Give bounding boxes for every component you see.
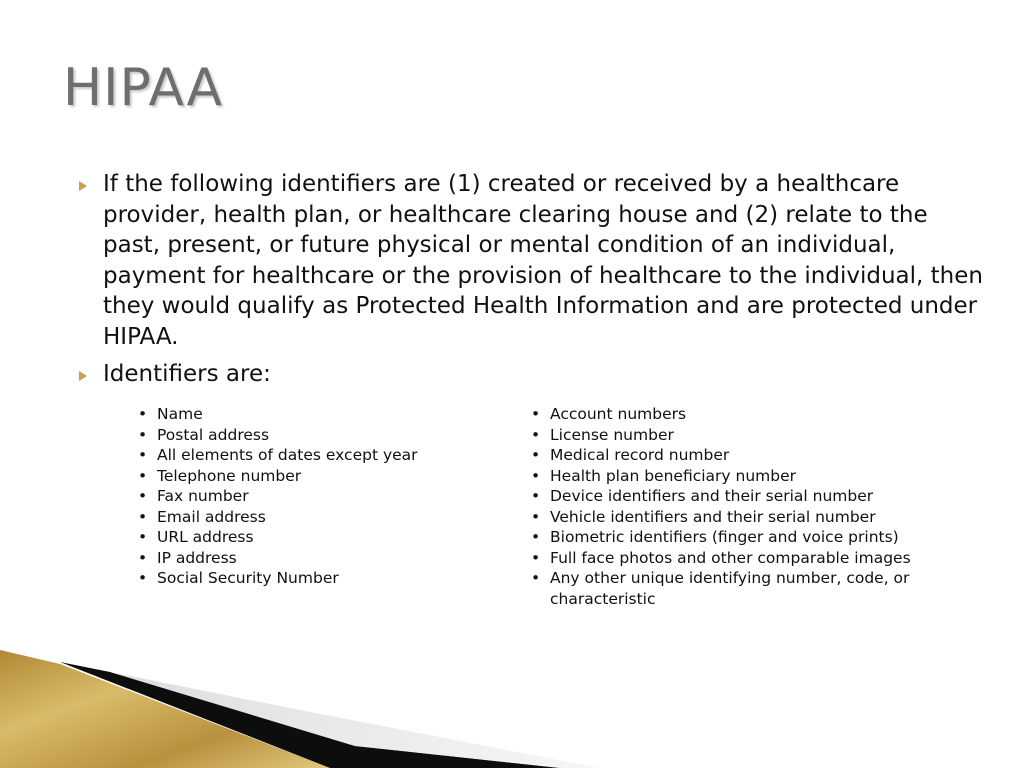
bullet-dot-icon: •: [531, 466, 541, 485]
bullet-dot-icon: •: [531, 528, 541, 546]
bullet-identifiers-heading: Identifiers are:: [103, 361, 271, 387]
identifier-label: Health plan beneficiary number: [550, 466, 797, 485]
bullet-dot-icon: •: [138, 466, 148, 485]
identifier-label: Fax number: [157, 487, 249, 505]
bullet-dot-icon: •: [138, 507, 148, 526]
identifier-label: Any other unique identifying number, code, or characteristic: [550, 569, 910, 608]
identifier-label: IP address: [157, 548, 237, 567]
identifier-label: Name: [157, 405, 203, 423]
identifier-label: Postal address: [157, 425, 270, 444]
identifier-label: License number: [550, 425, 674, 444]
bullet-dot-icon: •: [138, 548, 148, 567]
bullet-dot-icon: •: [138, 569, 148, 587]
identifier-label: Full face photos and other comparable images: [550, 548, 911, 567]
identifier-label: Account numbers: [550, 405, 687, 423]
bullet-dot-icon: •: [531, 548, 541, 567]
bullet-dot-icon: •: [531, 507, 541, 526]
bullet-dot-icon: •: [138, 446, 148, 464]
identifier-label: Telephone number: [157, 466, 302, 485]
identifier-label: Email address: [157, 507, 266, 526]
identifier-label: Medical record number: [550, 446, 730, 464]
bullet-dot-icon: •: [531, 405, 541, 423]
slide-title: HIPAA: [63, 58, 224, 118]
identifier-label: URL address: [157, 528, 254, 546]
bullet-dot-icon: •: [531, 487, 541, 505]
identifier-label: Device identifiers and their serial number: [550, 487, 874, 505]
bullet-dot-icon: •: [531, 569, 541, 587]
identifier-label: Social Security Number: [157, 569, 339, 587]
bullet-dot-icon: •: [138, 405, 148, 423]
bullet-dot-icon: •: [531, 446, 541, 464]
bullet-dot-icon: •: [531, 425, 541, 444]
identifier-label: Biometric identifiers (finger and voice prints): [550, 528, 899, 546]
bullet-dot-icon: •: [138, 487, 148, 505]
identifier-label: Vehicle identifiers and their serial number: [550, 507, 876, 526]
bullet-phi-definition: If the following identifiers are (1) created or received by a healthcare provider, health plan, or healthcare clearing house and (2) relate to the past, present, or future physical or mental condition of an individual, payment for healthcare or the provision of healthcare to the individual, then they would qualify as Protected Health Information and are protected under HIPAA.: [103, 171, 983, 350]
bullet-dot-icon: •: [138, 528, 148, 546]
bullet-dot-icon: •: [138, 425, 148, 444]
identifier-label: All elements of dates except year: [157, 446, 418, 464]
